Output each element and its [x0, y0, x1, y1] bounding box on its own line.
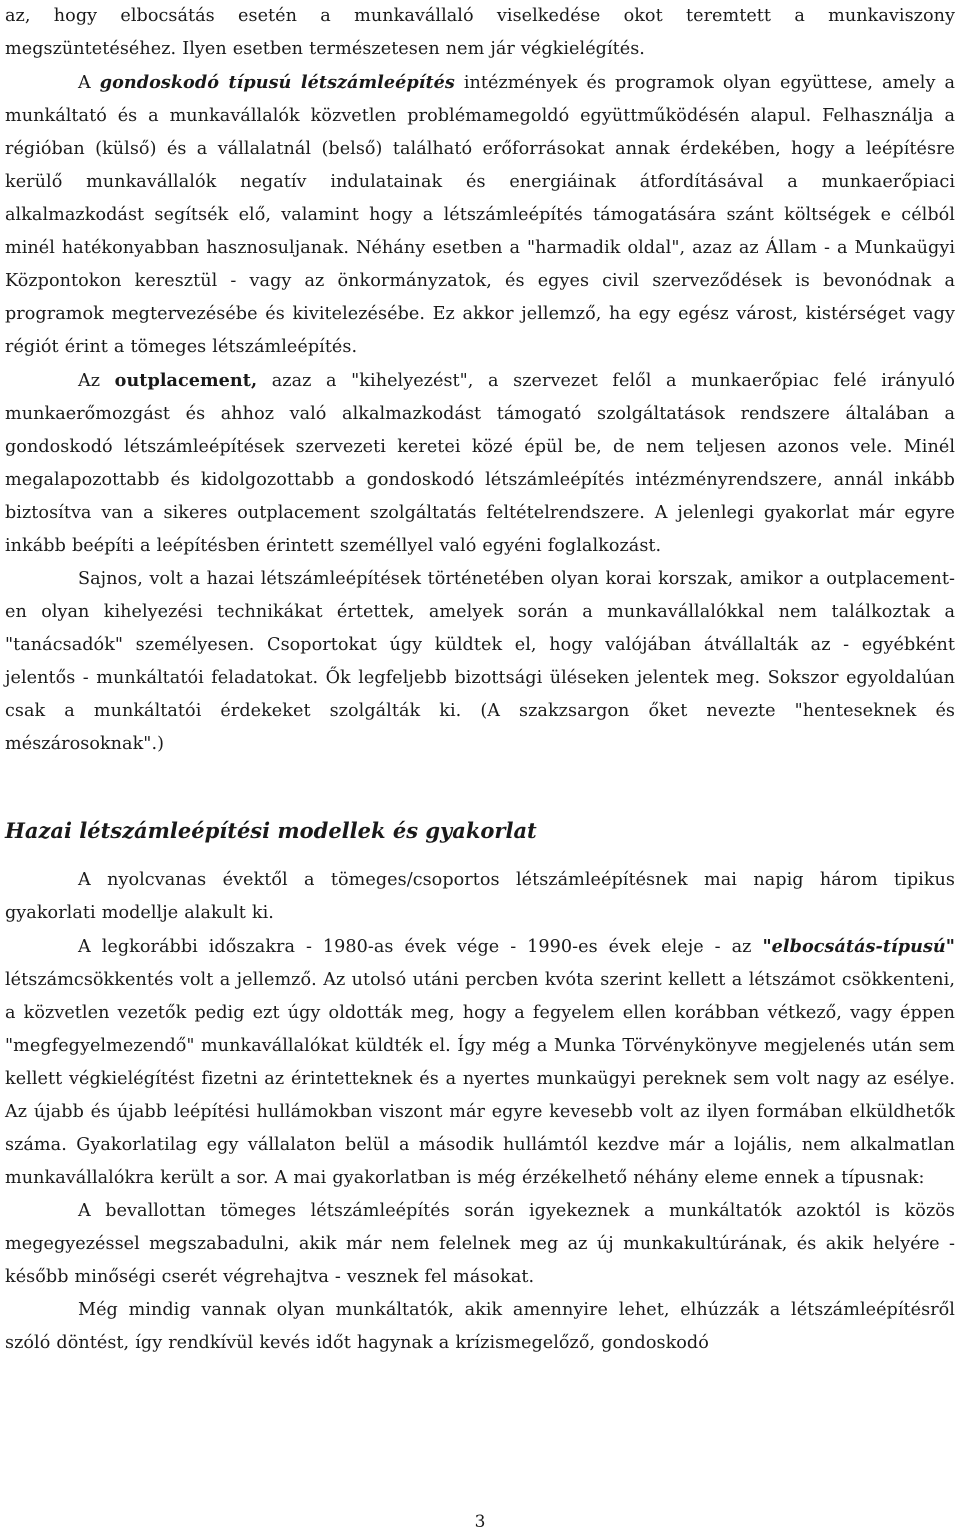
paragraph-text: A bevallottan tömeges létszámleépítés során igyekeznek a munkáltatók azoktól is közös megegyezéssel megszabadulni, akik már nem felelnek meg az új munkakultúrának, és akik helyére - később minőségi cserét végrehajtva - vesznek fel másokat.	[5, 1201, 955, 1287]
paragraph-text: A	[78, 73, 100, 93]
emphasized-term: outplacement,	[114, 370, 258, 391]
text-block-top	[5, 0, 955, 761]
paragraph	[5, 563, 955, 761]
paragraph-text: azaz a "kihelyezést", a szervezet felől a munkaerőpiac felé irányuló munkaerőmozgást és ahhoz való alkalmazkodást támogató szolgáltatások rendszere általában a gondoskodó létszámleépítések szervezeti keretei közé épül be, de nem teljesen azonos vele. Minél megalapozottabb és kidolgozottabb a gondoskodó létszámleépítés intézményrendszere, annál inkább biztosítva van a sikeres outplacement szolgáltatás feltételrendszere. A jelenlegi gyakorlat már egyre inkább beépíti a leépítésben érintett személlyel való egyéni foglalkozást.	[5, 371, 955, 556]
paragraph-text: A legkorábbi időszakra - 1980-as évek vége - 1990-es évek eleje - az	[78, 937, 763, 957]
paragraph	[5, 364, 955, 563]
section-heading: Hazai létszámleépítési modellek és gyakorlat	[5, 818, 537, 843]
paragraph-text: A nyolcvanas évektől a tömeges/csoportos létszámleépítésnek mai napig három tipikus gyakorlati modellje alakult ki.	[5, 870, 955, 923]
paragraph	[5, 930, 955, 1195]
emphasized-term: gondoskodó típusú létszámleépítés	[99, 72, 455, 93]
paragraph-text: intézmények és programok olyan együttese, amely a munkáltató és a munkavállalók közvetlen problémamegoldó együttműködésén alapul. Felhasználja a régióban (külső) és a vállalatnál (belső) található erőforrásokat annak érdekében, hogy a leépítésre kerülő munkavállalók negatív indulatainak és energiáinak átfordításával a munkaerőpiaci alkalmazkodást segítsék elő, valamint hogy a létszámleépítés támogatására szánt költségek e célból minél hatékonyabban hasznosuljanak. Néhány esetben a "harmadik oldal", azaz az Állam - a Munkaügyi Központokon keresztül - vagy az önkormányzatok, és egyes civil szerveződések is bevonódnak a programok megtervezésébe és kivitelezésébe. Ez akkor jellemző, ha egy egész várost, kistérséget vagy régiót érint a tömeges létszámleépítés.	[5, 73, 955, 357]
paragraph	[5, 66, 955, 364]
paragraph-text: Az	[78, 371, 115, 391]
paragraph-text: Még mindig vannak olyan munkáltatók, akik amennyire lehet, elhúzzák a létszámleépítésről szóló döntést, így rendkívül kevés időt hagynak a krízismegelőző, gondoskodó	[5, 1300, 955, 1353]
text-block-bottom	[5, 864, 955, 1360]
emphasized-term: "elbocsátás-típusú"	[762, 936, 955, 957]
paragraph-text: az, hogy elbocsátás esetén a munkavállaló viselkedése okot teremtett a munkaviszony megszüntetéséhez. Ilyen esetben természetesen nem jár végkielégítés.	[5, 6, 955, 59]
paragraph-text: létszámcsökkentés volt a jellemző. Az utolsó utáni percben kvóta szerint kellett a létszámot csökkenteni, a közvetlen vezetők pedig ezt úgy oldották meg, hogy a fegyelem ellen korábban vétkező, vagy éppen "megfegyelmezendő" munkavállalókat küldték el. Így még a Munka Törvénykönyve megjelenés után sem kellett végkielégítést fizetni az érintetteknek és a nyertes munkaügyi pereknek sem volt nagy az esélye. Az újabb és újabb leépítési hullámokban viszont már egyre kevesebb volt az ilyen formában elküldhetők száma. Gyakorlatilag egy vállalaton belül a második hullámtól kezdve már a lojális, nem alkalmatlan munkavállalókra került a sor. A mai gyakorlatban is még érzékelhető néhány eleme ennek a típusnak:	[5, 970, 955, 1188]
paragraph	[5, 0, 955, 66]
paragraph-text: Sajnos, volt a hazai létszámleépítések történetében olyan korai korszak, amikor a outplacement-en olyan kihelyezési technikákat értettek, amelyek során a munkavállalókkal nem találkoztak a "tanácsadók" személyesen. Csoportokat úgy küldtek el, hogy valójában átvállalták az - egyébként jelentős - munkáltatói feladatokat. Ők legfeljebb bizottsági üléseken jelentek meg. Sokszor egyoldalúan csak a munkáltatói érdekeket szolgálták ki. (A szakzsargon őket nevezte "henteseknek és mészárosoknak".)	[5, 569, 955, 754]
paragraph	[5, 1195, 955, 1294]
page-number: 3	[474, 1512, 486, 1532]
paragraph	[5, 1294, 955, 1360]
paragraph	[5, 864, 955, 930]
